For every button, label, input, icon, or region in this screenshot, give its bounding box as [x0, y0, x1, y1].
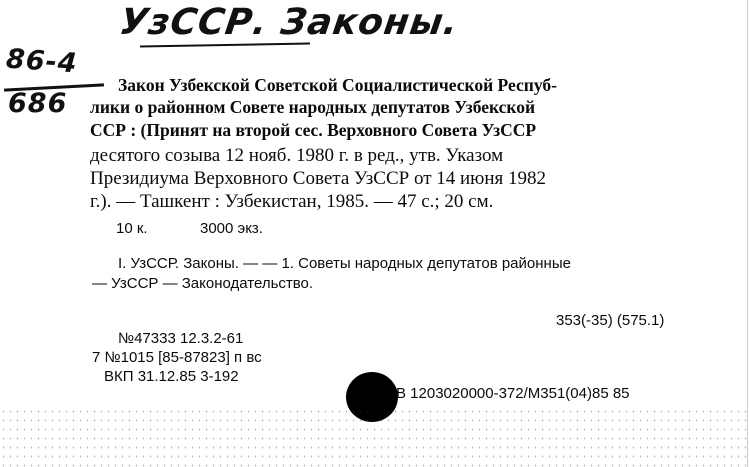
- entry-line-4: десятого созыва 12 нояб. 1980 г. в ред., утв. Указом: [90, 145, 504, 166]
- entry-line-6: г.). — Ташкент : Узбекистан, 1985. — 47 с.; 20 см.: [90, 191, 494, 212]
- handwritten-code-top: 86-4: [5, 43, 79, 80]
- number-line-3: ВКП 31.12.85 3-192: [104, 368, 239, 385]
- classification: 353(-35) (575.1): [556, 312, 665, 329]
- entry-line-2: лики о районном Совете народных депутатов Узбекской: [90, 97, 536, 117]
- number-line-2: 7 №1015 [85-87823] п вс: [92, 349, 262, 366]
- isbn-line: В 1203020000-372/М351(04)85 85: [396, 385, 630, 402]
- handwritten-underline: [140, 43, 310, 48]
- handwritten-title: УзССР. Законы.: [117, 2, 462, 43]
- handwritten-code-bottom: 686: [8, 88, 68, 119]
- subjects-line-2: — УзССР — Законодательство.: [92, 275, 314, 292]
- entry-line-1: Закон Узбекской Советской Социалистической Респуб-: [118, 75, 557, 95]
- entry-line-3-text: ССР : (Принят на второй сес. Верховного Совета УзССР: [90, 120, 537, 140]
- entry-line-3: [90, 119, 536, 142]
- copies: 3000 экз.: [200, 220, 263, 237]
- subjects-line-1: I. УзССР. Законы. — — 1. Советы народных депутатов районные: [118, 255, 571, 272]
- card-edge: [747, 0, 748, 467]
- entry-line-5: Президиума Верховного Совета УзССР от 14 июня 1982: [90, 168, 547, 189]
- scan-noise: [0, 407, 750, 467]
- price: 10 к.: [116, 220, 148, 237]
- number-line-1: №47333 12.3.2-61: [118, 330, 244, 347]
